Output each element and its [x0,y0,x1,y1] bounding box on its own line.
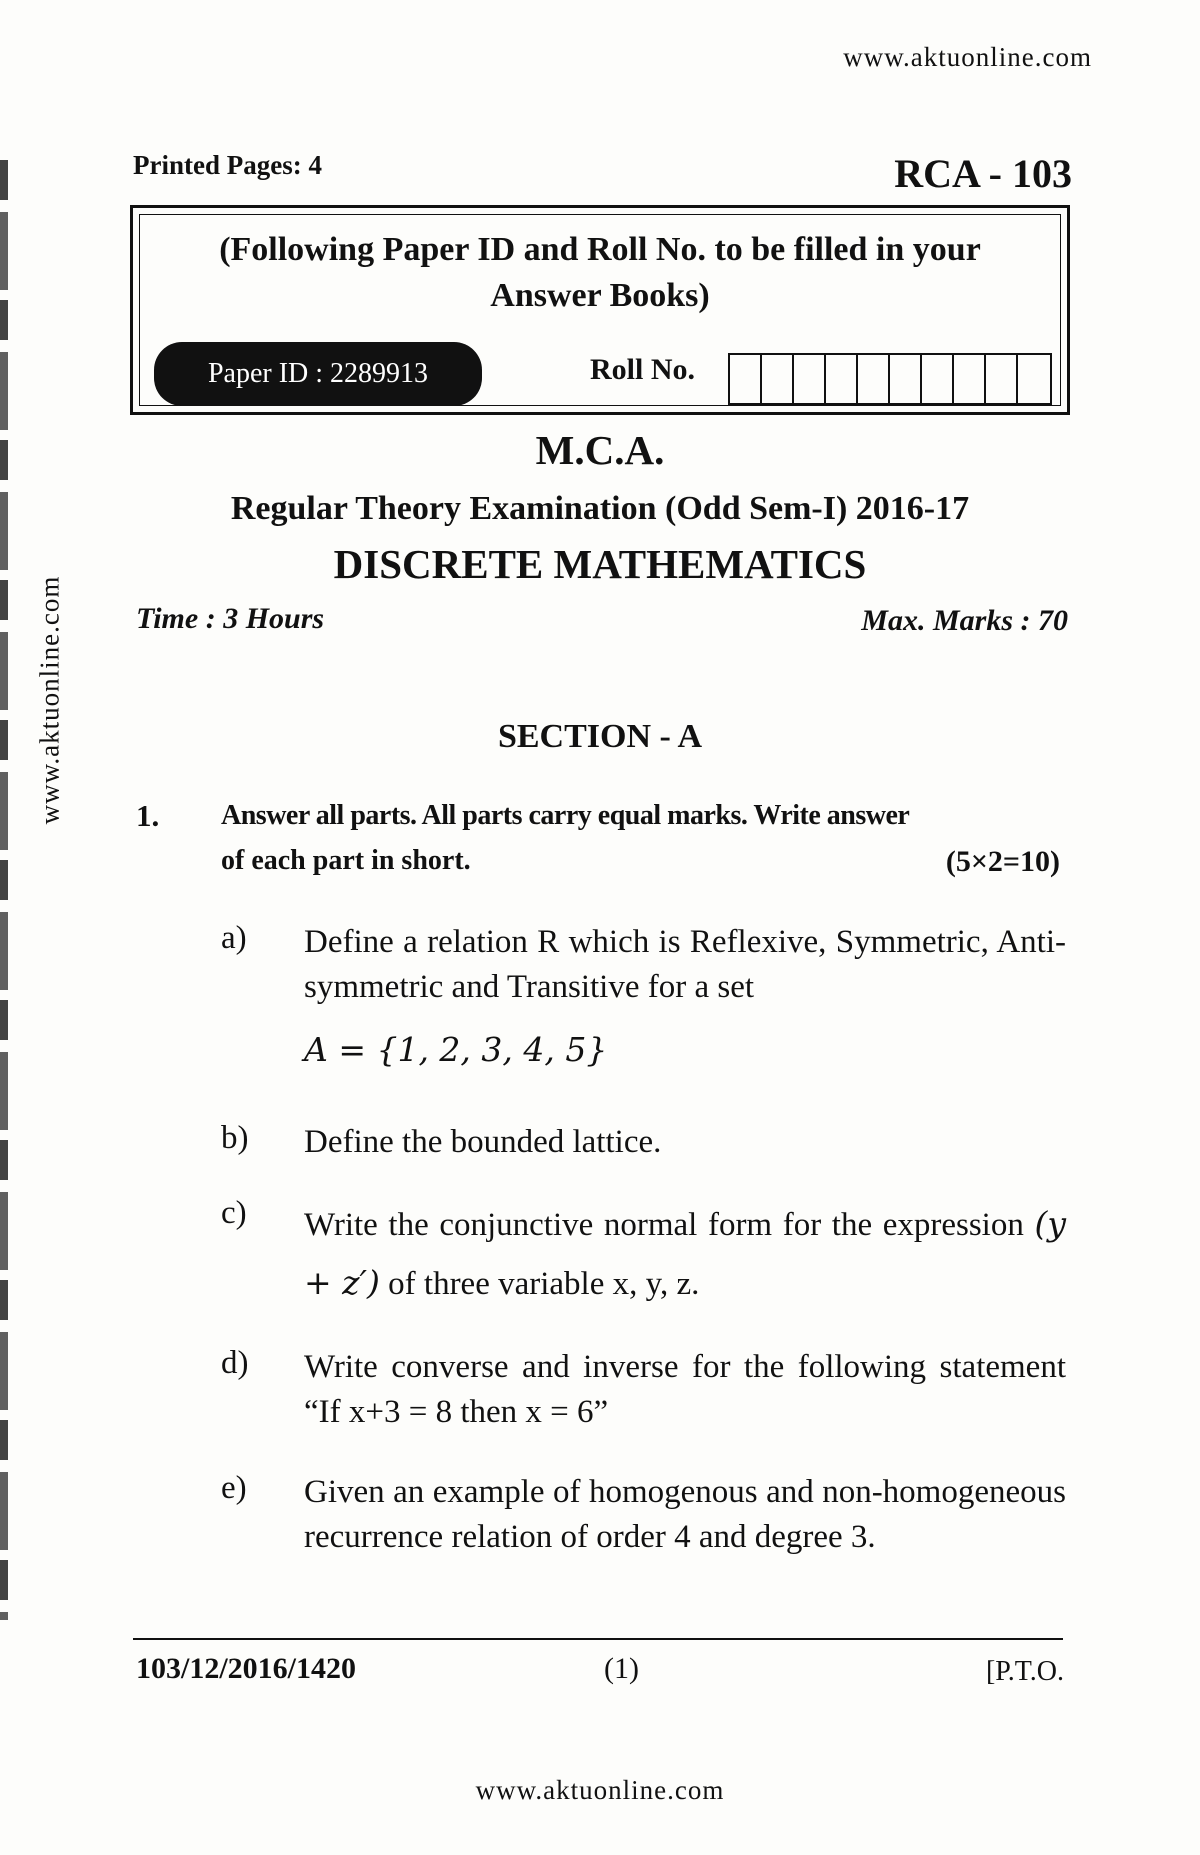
part-d-label: d) [221,1345,249,1381]
question-marks: (5×2=10) [945,845,1060,878]
paper-id-badge: Paper ID : 2289913 [154,342,482,406]
section-title: SECTION - A [497,718,703,755]
side-watermark: www.aktuonline.com [34,575,65,825]
examination-title: Regular Theory Examination (Odd Sem-I) 2016-17 [230,490,970,527]
part-d-text: Write converse and inverse for the following statement “If x+3 = 8 then x = 6” [304,1349,1066,1430]
roll-digit-box [890,355,922,403]
max-marks: Max. Marks : 70 [861,604,1068,637]
part-c-expression: (y + z′) [304,1204,1066,1302]
footer-divider [133,1638,1063,1640]
part-b-text: Define the bounded lattice. [304,1124,662,1160]
part-c-label: c) [221,1195,247,1231]
subject-title: DISCRETE MATHEMATICS [333,541,867,587]
instruction-box [130,205,1070,415]
part-e-label: e) [221,1470,247,1506]
roll-digit-box [954,355,986,403]
part-c-text-after: of three variable x, y, z. [388,1266,700,1302]
roll-digit-box [858,355,890,403]
course-name: M.C.A. [535,427,665,473]
question-instruction-line2: of each part in short. [221,845,471,876]
header-website: www.aktuonline.com [843,42,1092,72]
please-turn-over: [P.T.O. [985,1656,1064,1687]
part-e-text: Given an example of homogenous and non-homogeneous recurrence relation of order 4 and degree 3. [304,1474,1066,1555]
roll-digit-box [826,355,858,403]
question-instruction-line1: Answer all parts. All parts carry equal marks. Write answer [221,800,910,831]
footer-code: 103/12/2016/1420 [136,1652,357,1685]
roll-no-boxes [728,353,1052,405]
printed-pages: Printed Pages: 4 [133,150,322,180]
part-b-label: b) [221,1120,249,1156]
roll-no-label: Roll No. [590,353,695,386]
part-c-text-before: Write the conjunctive normal form for the expression [304,1207,1024,1243]
roll-digit-box [986,355,1018,403]
roll-digit-box [730,355,762,403]
roll-digit-box [762,355,794,403]
part-a-set-expression: A = {1, 2, 3, 4, 5} [304,1030,608,1069]
instruction-line2: Answer Books) [490,277,710,314]
paper-code: RCA - 103 [894,151,1072,196]
roll-digit-box [1018,355,1050,403]
roll-digit-box [794,355,826,403]
roll-digit-box [922,355,954,403]
instruction-line1: (Following Paper ID and Roll No. to be filled in your [219,231,981,268]
question-number: 1. [136,798,160,833]
exam-time: Time : 3 Hours [136,602,325,635]
part-c-text [304,1195,1066,1313]
part-a-label: a) [221,920,247,956]
scan-edge-mark [0,160,8,1620]
part-a-text: Define a relation R which is Reflexive, Symmetric, Anti-symmetric and Transitive for a set [304,924,1066,1005]
page-number: (1) [604,1652,639,1685]
footer-website: www.aktuonline.com [475,1775,725,1805]
